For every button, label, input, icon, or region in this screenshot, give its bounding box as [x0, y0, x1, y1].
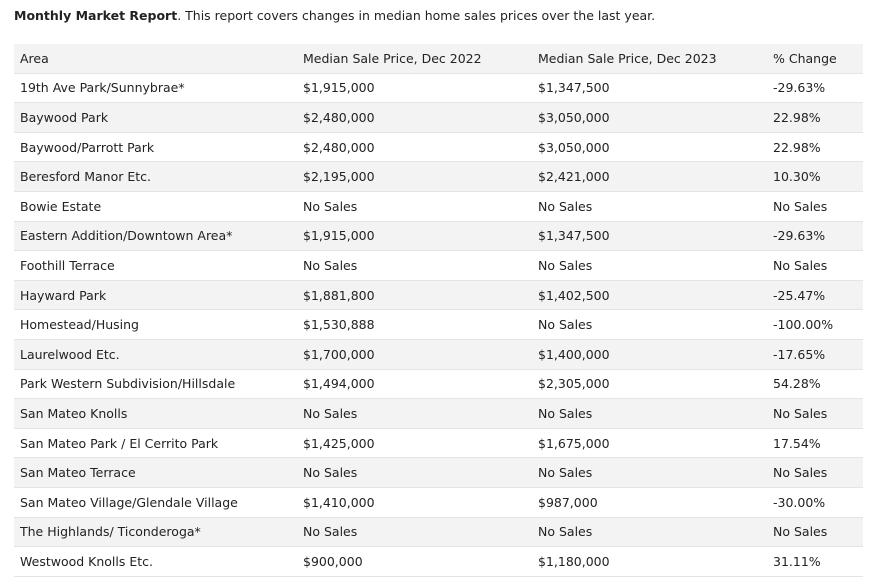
cell-price-2023: $2,421,000 [532, 162, 767, 192]
cell-price-2022: $1,881,800 [297, 280, 532, 310]
table-row [14, 458, 863, 488]
cell-percent-change: 31.11% [767, 547, 863, 577]
cell-percent-change: 17.54% [767, 428, 863, 458]
cell-price-2023: $3,050,000 [532, 103, 767, 133]
header-area: Area [14, 44, 297, 73]
cell-price-2022: $1,915,000 [297, 221, 532, 251]
header-percent-change: % Change [767, 44, 863, 73]
cell-area: Homestead/Husing [14, 310, 297, 340]
cell-price-2023: No Sales [532, 191, 767, 221]
cell-price-2022: $1,494,000 [297, 369, 532, 399]
market-report-table [14, 44, 863, 577]
cell-price-2023: $1,675,000 [532, 428, 767, 458]
cell-price-2022: $900,000 [297, 547, 532, 577]
cell-price-2023: No Sales [532, 517, 767, 547]
cell-price-2022: $1,530,888 [297, 310, 532, 340]
cell-area: Baywood/Parrott Park [14, 132, 297, 162]
cell-area: 19th Ave Park/Sunnybrae* [14, 73, 297, 103]
table-header-row [14, 44, 863, 73]
cell-price-2023: No Sales [532, 310, 767, 340]
cell-area: San Mateo Village/Glendale Village [14, 487, 297, 517]
table-body [14, 44, 863, 576]
report-title: Monthly Market Report [14, 8, 178, 23]
cell-percent-change: -25.47% [767, 280, 863, 310]
cell-percent-change: 54.28% [767, 369, 863, 399]
cell-price-2023: $1,400,000 [532, 339, 767, 369]
cell-price-2022: No Sales [297, 251, 532, 281]
cell-price-2023: $1,347,500 [532, 73, 767, 103]
cell-percent-change: No Sales [767, 399, 863, 429]
cell-price-2023: No Sales [532, 458, 767, 488]
cell-percent-change: No Sales [767, 251, 863, 281]
cell-price-2023: $3,050,000 [532, 132, 767, 162]
cell-percent-change: No Sales [767, 191, 863, 221]
table-row [14, 132, 863, 162]
table-row [14, 310, 863, 340]
cell-area: Laurelwood Etc. [14, 339, 297, 369]
cell-price-2022: No Sales [297, 399, 532, 429]
cell-price-2022: $1,915,000 [297, 73, 532, 103]
cell-percent-change: 22.98% [767, 103, 863, 133]
cell-price-2022: $2,480,000 [297, 103, 532, 133]
table-row [14, 428, 863, 458]
header-price-2023: Median Sale Price, Dec 2023 [532, 44, 767, 73]
cell-price-2023: $1,180,000 [532, 547, 767, 577]
cell-price-2022: No Sales [297, 458, 532, 488]
table-row [14, 547, 863, 577]
header-price-2022: Median Sale Price, Dec 2022 [297, 44, 532, 73]
cell-percent-change: -17.65% [767, 339, 863, 369]
cell-area: Park Western Subdivision/Hillsdale [14, 369, 297, 399]
table-row [14, 221, 863, 251]
cell-price-2022: $1,700,000 [297, 339, 532, 369]
cell-area: San Mateo Knolls [14, 399, 297, 429]
table-row [14, 339, 863, 369]
cell-area: The Highlands/ Ticonderoga* [14, 517, 297, 547]
cell-percent-change: 22.98% [767, 132, 863, 162]
table-row [14, 280, 863, 310]
cell-percent-change: 10.30% [767, 162, 863, 192]
cell-area: Baywood Park [14, 103, 297, 133]
cell-price-2023: $1,347,500 [532, 221, 767, 251]
report-description: This report covers changes in median home sales prices over the last year. [181, 8, 656, 23]
cell-area: Bowie Estate [14, 191, 297, 221]
report-intro: Monthly Market Report. This report covers changes in median home sales prices over the last year. [14, 8, 656, 23]
cell-price-2023: No Sales [532, 399, 767, 429]
cell-price-2022: $1,410,000 [297, 487, 532, 517]
cell-price-2023: $1,402,500 [532, 280, 767, 310]
cell-price-2023: No Sales [532, 251, 767, 281]
cell-price-2022: No Sales [297, 517, 532, 547]
cell-area: Foothill Terrace [14, 251, 297, 281]
cell-price-2023: $2,305,000 [532, 369, 767, 399]
cell-price-2022: $2,480,000 [297, 132, 532, 162]
table-row [14, 73, 863, 103]
table-row [14, 369, 863, 399]
cell-price-2022: No Sales [297, 191, 532, 221]
cell-percent-change: -29.63% [767, 221, 863, 251]
cell-price-2022: $1,425,000 [297, 428, 532, 458]
cell-price-2022: $2,195,000 [297, 162, 532, 192]
cell-percent-change: No Sales [767, 517, 863, 547]
cell-price-2023: $987,000 [532, 487, 767, 517]
cell-area: Hayward Park [14, 280, 297, 310]
table-row [14, 517, 863, 547]
cell-percent-change: No Sales [767, 458, 863, 488]
table-row [14, 162, 863, 192]
table-row [14, 103, 863, 133]
cell-area: Eastern Addition/Downtown Area* [14, 221, 297, 251]
table-row [14, 399, 863, 429]
cell-percent-change: -29.63% [767, 73, 863, 103]
cell-area: San Mateo Park / El Cerrito Park [14, 428, 297, 458]
cell-percent-change: -100.00% [767, 310, 863, 340]
table-row [14, 191, 863, 221]
cell-area: San Mateo Terrace [14, 458, 297, 488]
cell-area: Beresford Manor Etc. [14, 162, 297, 192]
table-row [14, 251, 863, 281]
cell-percent-change: -30.00% [767, 487, 863, 517]
table-row [14, 487, 863, 517]
cell-area: Westwood Knolls Etc. [14, 547, 297, 577]
